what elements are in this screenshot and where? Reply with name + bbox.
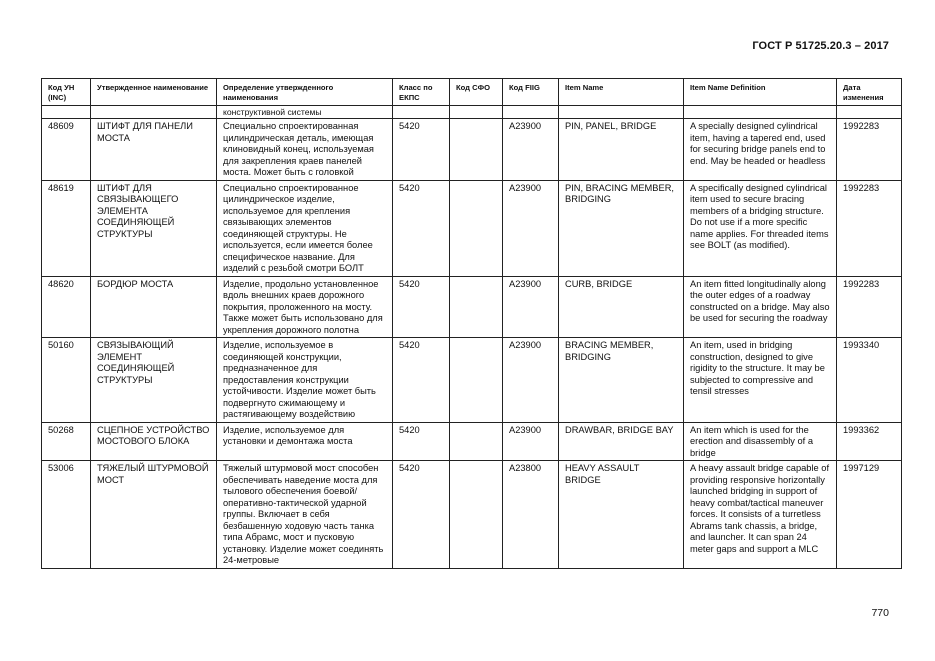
cell-approved-name: ШТИФТ ДЛЯ ПАНЕЛИ МОСТА bbox=[91, 119, 217, 181]
cell-fiig: A23900 bbox=[503, 338, 559, 423]
cell-item-name: CURB, BRIDGE bbox=[559, 276, 684, 338]
document-title: ГОСТ Р 51725.20.3 – 2017 bbox=[752, 40, 889, 52]
cell-approved-name: СЦЕПНОЕ УСТРОЙСТВО МОСТОВОГО БЛОКА bbox=[91, 422, 217, 461]
cell-definition: Тяжелый штурмовой мост способен обеспечивать наведение моста для тылового обеспечения боевой/оперативно-тактической ударной группы. Включает в себя безбашенную ходовую часть танка типа Абрамс, мост и пусковую установку. Изделие может соединять 24-метровые bbox=[217, 461, 393, 569]
cell-inc: 48619 bbox=[42, 180, 91, 276]
table-header-row bbox=[42, 79, 902, 106]
column-header-date: Дата изменения bbox=[837, 79, 902, 106]
cell-class: 5420 bbox=[393, 461, 450, 569]
cell-approved-name: ШТИФТ ДЛЯ СВЯЗЫВАЮЩЕГО ЭЛЕМЕНТА СОЕДИНЯЮЩЕЙ СТРУКТУРЫ bbox=[91, 180, 217, 276]
cell-inc: 48609 bbox=[42, 119, 91, 181]
cell-class: 5420 bbox=[393, 276, 450, 338]
cell-definition: Специально спроектированная цилиндрическая деталь, имеющая клиновидный конец, используемая для закрепления краев панелей моста. Может быть с головкой bbox=[217, 119, 393, 181]
column-header-definition: Определение утвержденного наименования bbox=[217, 79, 393, 106]
cell-date: 1992283 bbox=[837, 276, 902, 338]
table-row bbox=[42, 119, 902, 181]
column-header-item-definition: Item Name Definition bbox=[684, 79, 837, 106]
continuation-row bbox=[42, 106, 902, 119]
cell-item-name: HEAVY ASSAULT BRIDGE bbox=[559, 461, 684, 569]
cell-fiig: A23900 bbox=[503, 422, 559, 461]
cell-sfo bbox=[450, 276, 503, 338]
cell-item-definition: An item, used in bridging construction, designed to give rigidity to the structure. It may be subjected to compressive and tensil stresses bbox=[684, 338, 837, 423]
cell-sfo bbox=[450, 422, 503, 461]
cell-item-name: PIN, PANEL, BRIDGE bbox=[559, 119, 684, 181]
table-row bbox=[42, 276, 902, 338]
cell-approved-name: ТЯЖЕЛЫЙ ШТУРМОВОЙ МОСТ bbox=[91, 461, 217, 569]
cell-item-definition: A heavy assault bridge capable of providing responsive horizontally launched bridging in support of heavy combat/tactical maneuver forces. It consists of a turretless Abrams tank chassis, a bridge, and launcher. It can span 24 meter gaps and support a MLC bbox=[684, 461, 837, 569]
cell-definition: Изделие, используемое в соединяющей конструкции, предназначенное для предоставления конструкции устойчивости. Изделие может быть подвергнуто сжимающему и растягивающему воздействию bbox=[217, 338, 393, 423]
cell-date: 1993362 bbox=[837, 422, 902, 461]
cell-item-definition: A specifically designed cylindrical item used to secure bracing members of a bridging structure. Do not use if a more specific name applies. For threaded items see BOLT (as modified). bbox=[684, 180, 837, 276]
cell-definition: Изделие, используемое для установки и демонтажа моста bbox=[217, 422, 393, 461]
cell-date: 1992283 bbox=[837, 119, 902, 181]
cell-item-name: PIN, BRACING MEMBER, BRIDGING bbox=[559, 180, 684, 276]
column-header-fiig: Код FIIG bbox=[503, 79, 559, 106]
table-row bbox=[42, 422, 902, 461]
cell-date: 1992283 bbox=[837, 180, 902, 276]
continuation-text: конструктивной системы bbox=[217, 106, 393, 119]
cell-item-definition: A specially designed cylindrical item, having a tapered end, used for securing bridge panels end to end. May be headed or headless bbox=[684, 119, 837, 181]
column-header-class: Класс по ЕКПС bbox=[393, 79, 450, 106]
column-header-item-name: Item Name bbox=[559, 79, 684, 106]
catalog-table bbox=[41, 78, 902, 569]
table-row bbox=[42, 338, 902, 423]
column-header-approved-name: Утвержденное наименование bbox=[91, 79, 217, 106]
table-row bbox=[42, 180, 902, 276]
cell-item-definition: An item fitted longitudinally along the outer edges of a roadway constructed on a bridge. May also be used for securing the roadway bbox=[684, 276, 837, 338]
cell-fiig: A23900 bbox=[503, 180, 559, 276]
cell-definition: Специально спроектированное цилиндрическое изделие, используемое для крепления связывающих элементов соединяющей структуры. Не используется, если имеется более специфическое название. Для изделий с резьбой смотри БОЛТ bbox=[217, 180, 393, 276]
cell-class: 5420 bbox=[393, 338, 450, 423]
cell-sfo bbox=[450, 119, 503, 181]
cell-item-definition: An item which is used for the erection and disassembly of a bridge bbox=[684, 422, 837, 461]
cell-fiig: A23900 bbox=[503, 119, 559, 181]
cell-definition: Изделие, продольно установленное вдоль внешних краев дорожного покрытия, проложенного на мосту. Также может быть использовано для укрепления дорожного полотна bbox=[217, 276, 393, 338]
cell-class: 5420 bbox=[393, 180, 450, 276]
column-header-inc: Код УН (INC) bbox=[42, 79, 91, 106]
cell-sfo bbox=[450, 180, 503, 276]
cell-inc: 50268 bbox=[42, 422, 91, 461]
cell-approved-name: СВЯЗЫВАЮЩИЙ ЭЛЕМЕНТ СОЕДИНЯЮЩЕЙ СТРУКТУРЫ bbox=[91, 338, 217, 423]
cell-class: 5420 bbox=[393, 119, 450, 181]
cell-sfo bbox=[450, 338, 503, 423]
cell-approved-name: БОРДЮР МОСТА bbox=[91, 276, 217, 338]
cell-date: 1993340 bbox=[837, 338, 902, 423]
column-header-sfo: Код СФО bbox=[450, 79, 503, 106]
cell-sfo bbox=[450, 461, 503, 569]
cell-item-name: DRAWBAR, BRIDGE BAY bbox=[559, 422, 684, 461]
cell-item-name: BRACING MEMBER, BRIDGING bbox=[559, 338, 684, 423]
table-row bbox=[42, 461, 902, 569]
cell-fiig: A23800 bbox=[503, 461, 559, 569]
cell-inc: 53006 bbox=[42, 461, 91, 569]
cell-inc: 50160 bbox=[42, 338, 91, 423]
page-number: 770 bbox=[871, 607, 889, 619]
cell-fiig: A23900 bbox=[503, 276, 559, 338]
cell-inc: 48620 bbox=[42, 276, 91, 338]
cell-date: 1997129 bbox=[837, 461, 902, 569]
cell-class: 5420 bbox=[393, 422, 450, 461]
